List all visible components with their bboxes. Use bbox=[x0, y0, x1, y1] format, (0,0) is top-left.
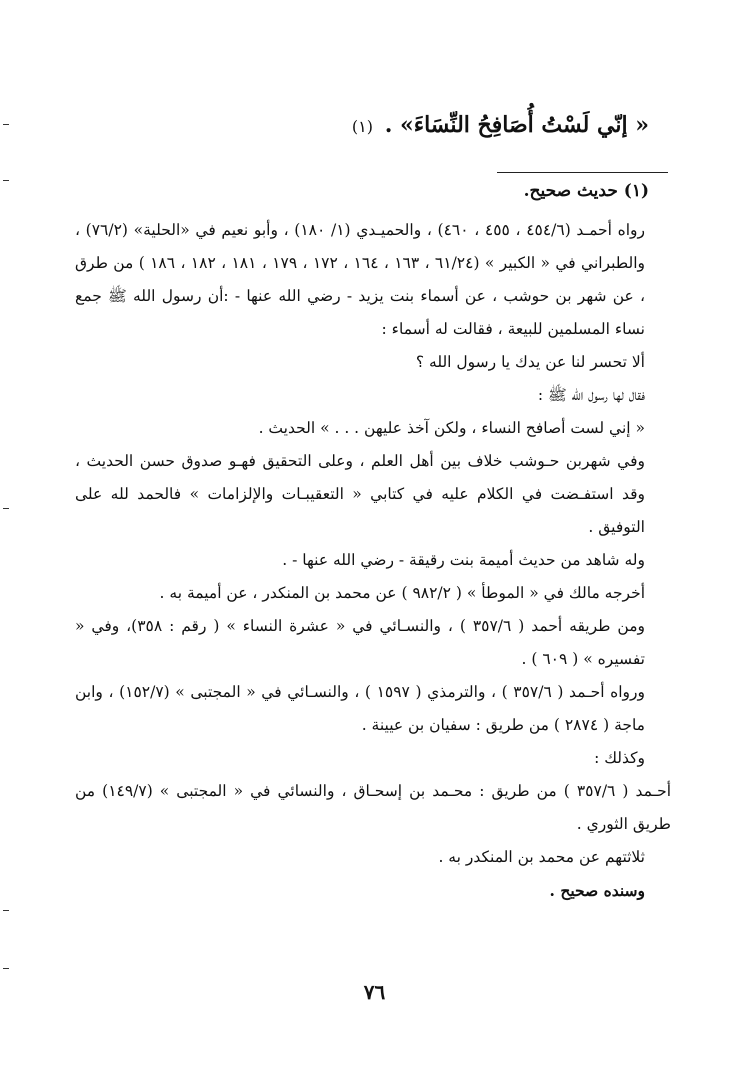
paragraph: « إني لست أصافح النساء ، ولكن آخذ عليهن . . . » الحديث . bbox=[258, 419, 645, 437]
paragraph: فقال لها رسول الله ﷺ : bbox=[537, 386, 645, 404]
footnote-title: (١) حديث صحيح. bbox=[523, 181, 649, 201]
paragraph: وله شاهد من حديث أميمة بنت رقيقة - رضي الله عنها - . bbox=[282, 551, 645, 569]
paragraph: ومن طريقه أحمد ( ٣٥٧/٦ ) ، والنسـائي في « عشرة النساء » ( رقم : ٣٥٨)، وفي « تفسيره » ( ٦٠٩ ) . bbox=[75, 617, 646, 668]
hadith-heading bbox=[89, 112, 649, 138]
page-number: ٧٦ bbox=[363, 980, 386, 1004]
paragraph: ورواه أحـمد ( ٣٥٧/٦ ) ، والترمذي ( ١٥٩٧ ) ، والنسـائي في « المجتبى » (١٥٢/٧) ، وابن ماجة ( ٢٨٧٤ ) من طريق : سفيان بن عيينة . bbox=[75, 683, 646, 734]
margin-mark bbox=[3, 910, 9, 911]
footnote-divider bbox=[497, 172, 668, 173]
margin-mark bbox=[3, 968, 9, 969]
paragraph: أحـمد ( ٣٥٧/٦ ) من طريق : محـمد بن إسحـاق ، والنسائي في « المجتبى » (١٤٩/٧) من طريق الثوري . bbox=[75, 782, 672, 833]
margin-mark bbox=[3, 508, 9, 509]
paragraph: ثلاثتهم عن محمد بن المنكدر به . bbox=[438, 848, 645, 866]
hadith-text: « إنّي لَسْتُ أُصَافِحُ النِّسَاءَ» . bbox=[384, 112, 649, 138]
footnote-body bbox=[75, 214, 671, 907]
paragraph: وفي شهربن حـوشب خلاف بين أهل العلم ، وعلى التحقيق فهـو صدوق حسن الحديث ، وقد استفـضت في الكلام عليه في كتابي « التعقيبـات والإلزامات » فالحمد لله على التوفيق . bbox=[75, 452, 645, 536]
paragraph: ألا تحسر لنا عن يدك يا رسول الله ؟ bbox=[415, 353, 645, 371]
paragraph: أخرجه مالك في « الموطأ » ( ٩٨٢/٢ ) عن محمد بن المنكدر ، عن أميمة به . bbox=[159, 584, 645, 602]
margin-mark bbox=[3, 124, 9, 125]
footnote-reference: (١) bbox=[351, 117, 374, 136]
margin-mark bbox=[3, 180, 9, 181]
paragraph: وكذلك : bbox=[594, 749, 645, 767]
paragraph: رواه أحمـد (٤٥٤/٦ ، ٤٥٥ ، ٤٦٠) ، والحميـدي (١/ ١٨٠) ، وأبو نعيم في «الحلية» (٧٦/٢) ، والطبراني في « الكبير » (٦١/٢٤ ، ١٦٣ ، ١٦٤ ، ١٧٢ ، ١٧٩ ، ١٨١ ، ١٨٢ ، ١٨٦ ) من طرق ، عن شهر بن حوشب ، عن أسماء بنت يزيد - رضي الله عنها - :أن رسول الله ﷺ جمع نساء المسلمين للبيعة ، فقالت له أسماء : bbox=[75, 221, 646, 338]
paragraph-conclusion: وسنده صحيح . bbox=[549, 881, 645, 900]
